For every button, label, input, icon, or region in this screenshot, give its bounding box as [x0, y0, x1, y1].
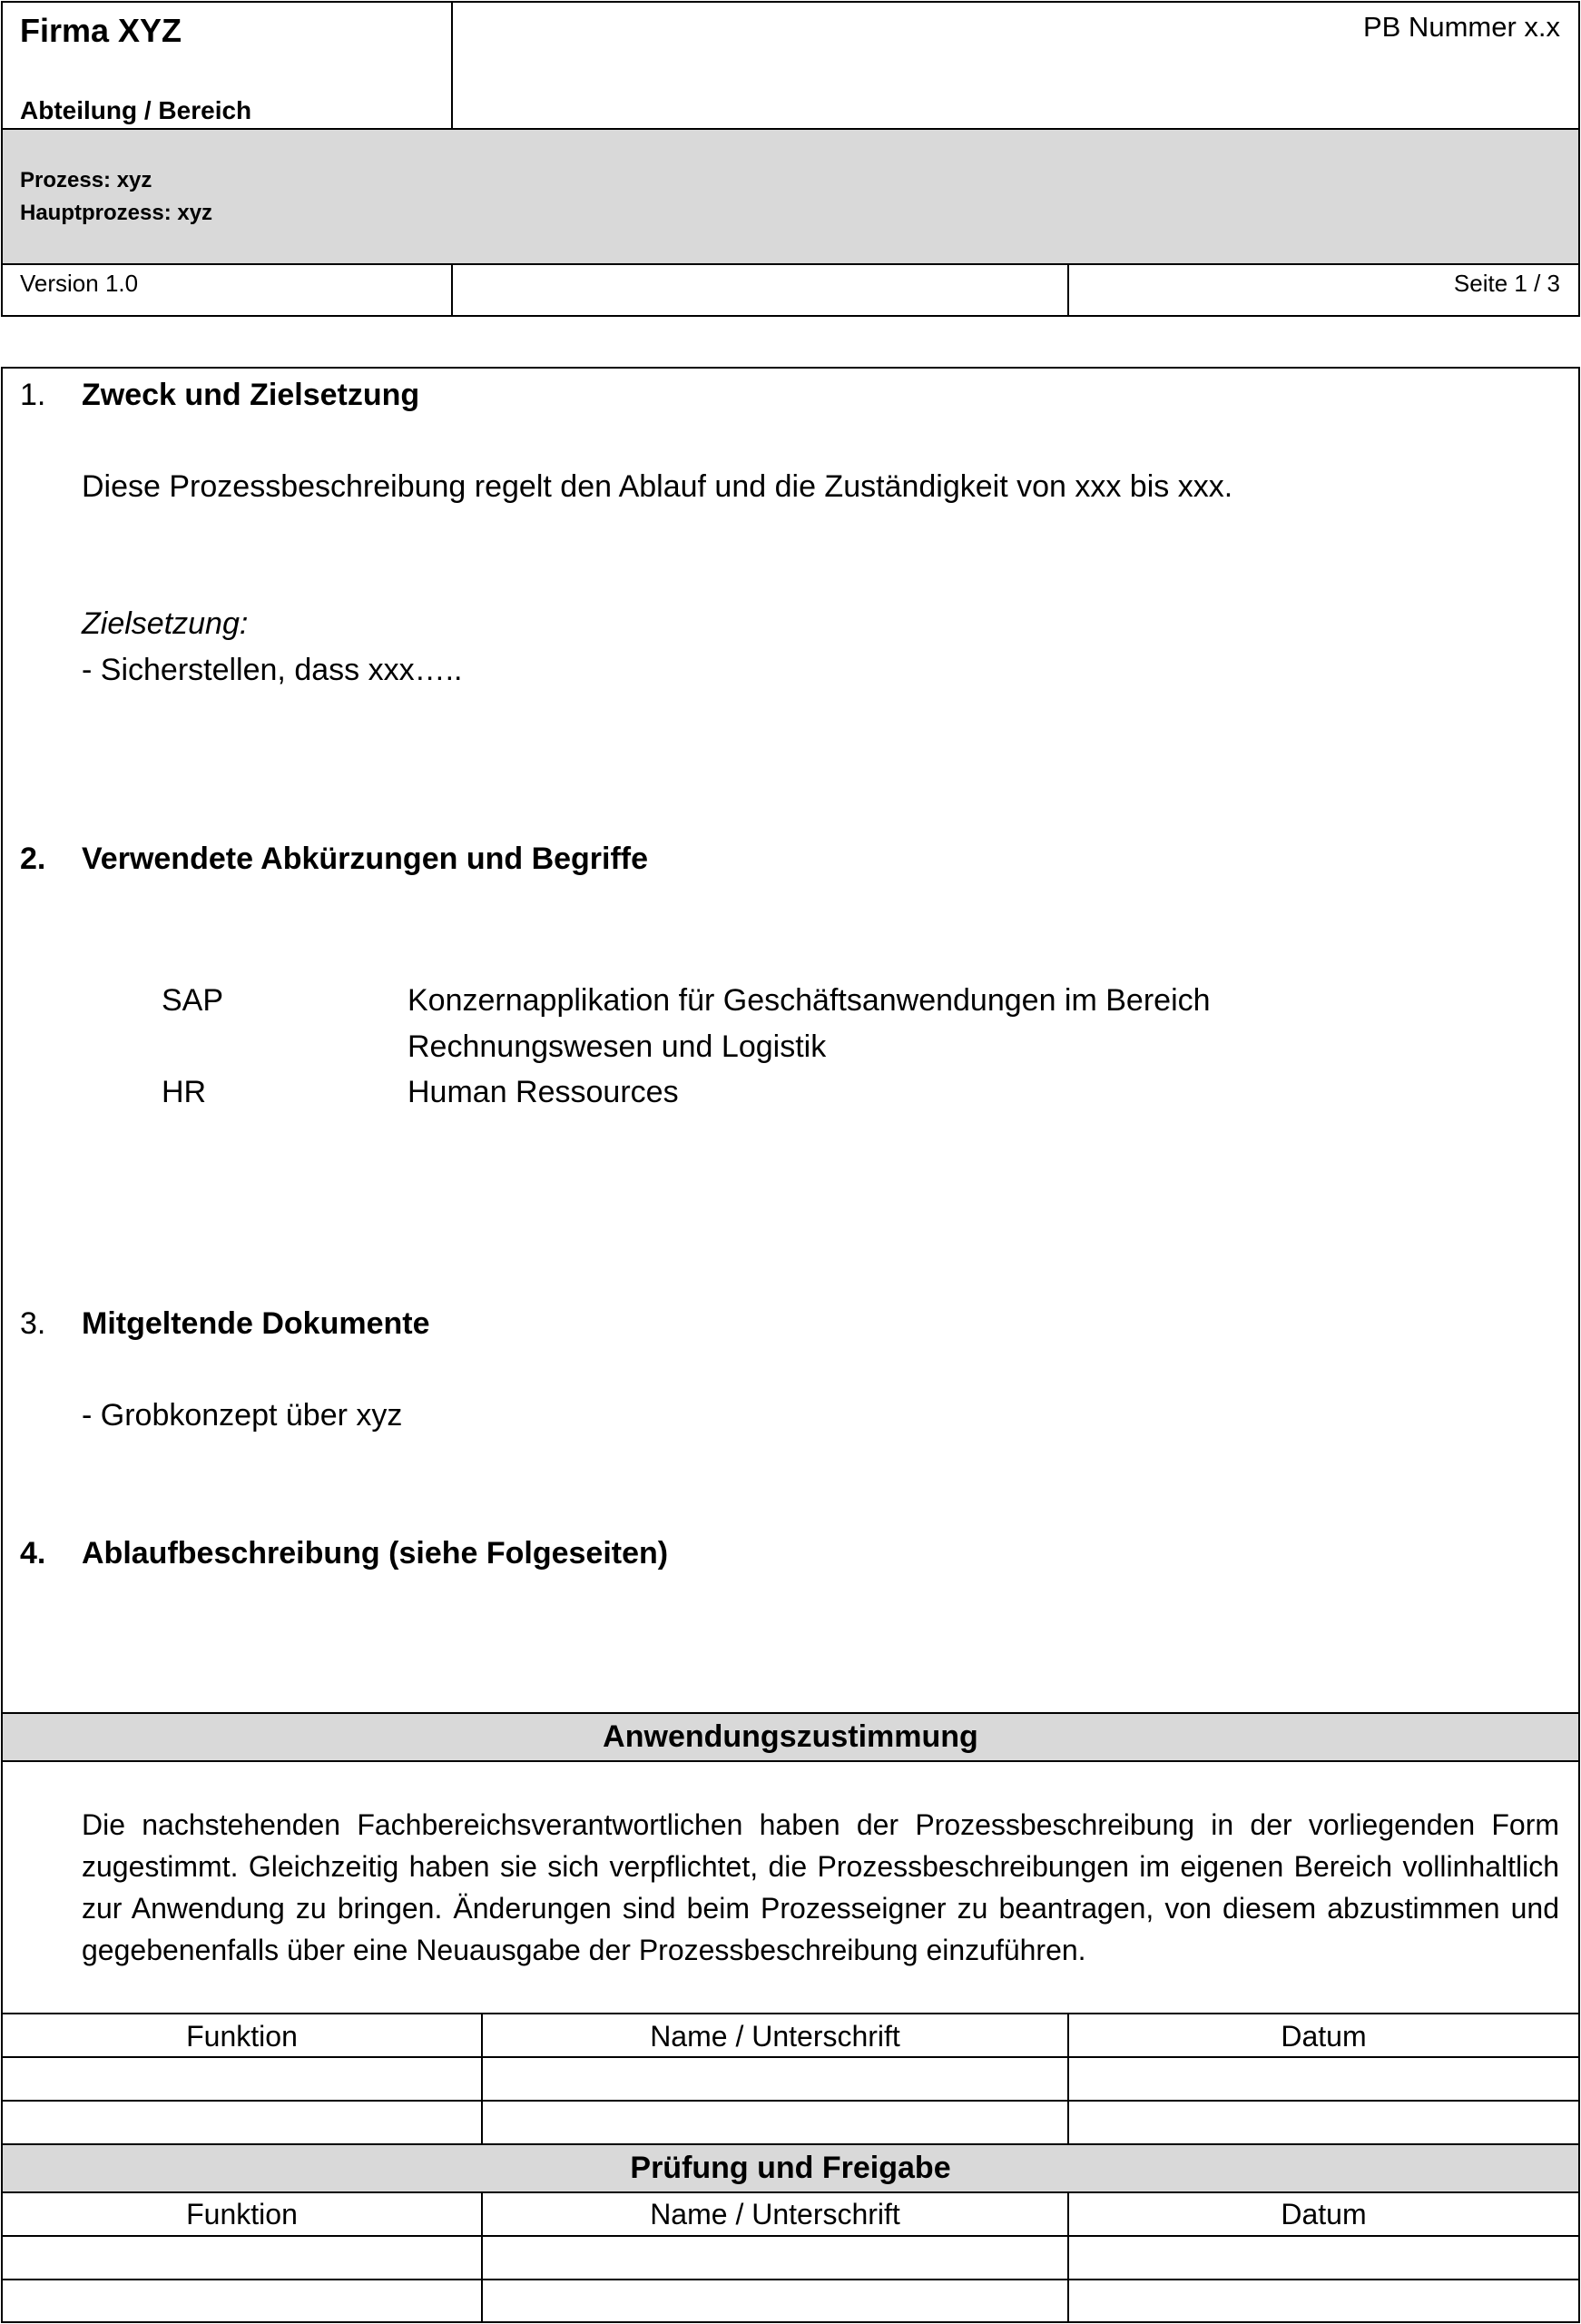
approval-cell-date-2[interactable] — [1069, 2102, 1578, 2143]
review-cell-date-2[interactable] — [1069, 2280, 1578, 2321]
section-3-number: 3. — [20, 1306, 46, 1341]
review-col-function: Funktion — [186, 2198, 298, 2230]
approval-table-top — [1, 2013, 1580, 2014]
review-col-date: Datum — [1281, 2198, 1367, 2230]
approval-cell-name-1[interactable] — [483, 2058, 1067, 2100]
goal-label: Zielsetzung: — [82, 606, 249, 641]
review-cell-name-1[interactable] — [483, 2237, 1067, 2279]
review-col-name: Name / Unterschrift — [650, 2198, 900, 2230]
approval-header-bottom-line — [1, 1760, 1580, 1762]
pb-number: PB Nummer x.x — [1362, 11, 1560, 43]
process-band — [3, 130, 1578, 264]
section-3-item: - Grobkonzept über xyz — [82, 1398, 403, 1433]
review-header-bottom-line — [1, 2191, 1580, 2193]
review-cell-date-1[interactable] — [1069, 2237, 1578, 2279]
section-4-title: Ablaufbeschreibung (siehe Folgeseiten) — [82, 1536, 669, 1571]
approval-cell-function-1[interactable] — [3, 2058, 481, 2100]
review-title: Prüfung und Freigabe — [630, 2151, 951, 2185]
main-process-label: Hauptprozess: xyz — [20, 201, 213, 225]
term-abbr-sap: SAP — [162, 983, 224, 1018]
review-cell-function-2[interactable] — [3, 2280, 481, 2321]
section-1-text: Diese Prozessbeschreibung regelt den Ablauf und die Zuständigkeit von xxx bis xxx. — [82, 469, 1233, 504]
approval-col-name: Name / Unterschrift — [650, 2020, 900, 2053]
review-top-line — [1, 2143, 1580, 2145]
header-divider-1 — [1, 128, 1580, 130]
term-def-sap-line1: Konzernapplikation für Geschäftsanwendungen im Bereich — [408, 983, 1211, 1018]
section-1-title: Zweck und Zielsetzung — [82, 378, 420, 412]
approval-title: Anwendungszustimmung — [603, 1719, 978, 1754]
section-2-title: Verwendete Abkürzungen und Begriffe — [82, 842, 649, 876]
page-number: Seite 1 / 3 — [1453, 270, 1560, 297]
approval-text: Die nachstehenden Fachbereichsverantwortlichen haben der Prozessbeschreibung in der vorliegenden Form zugestimmt. Gleichzeitig haben sie sich verpflichtet, die Prozessbeschreibungen im eigenen Bereich vollinhaltlich zur Anwendung zu bringen. Änderungen sind beim Prozesseigner zu beantragen, von diesem abzustimmen und gegebenenfalls über eine Neuausgabe der Prozessbeschreibung einzuführen. — [82, 1808, 1559, 1966]
section-2-number: 2. — [20, 842, 46, 876]
section-3-title: Mitgeltende Dokumente — [82, 1306, 430, 1341]
approval-cell-function-2[interactable] — [3, 2102, 481, 2143]
department-name: Abteilung / Bereich — [20, 96, 252, 124]
version-label: Version 1.0 — [20, 270, 139, 297]
goal-item: - Sicherstellen, dass xxx….. — [82, 653, 463, 687]
approval-top-line — [1, 1712, 1580, 1714]
approval-cell-name-2[interactable] — [483, 2102, 1067, 2143]
process-label: Prozess: xyz — [20, 168, 152, 192]
header-col-divider-bottom-2 — [1067, 263, 1069, 316]
term-abbr-hr: HR — [162, 1075, 207, 1109]
section-1-number: 1. — [20, 378, 46, 412]
header-col-divider-top — [451, 1, 453, 129]
term-def-sap-line2: Rechnungswesen und Logistik — [408, 1029, 827, 1064]
approval-cell-date-1[interactable] — [1069, 2058, 1578, 2100]
section-4-number: 4. — [20, 1536, 46, 1571]
company-name: Firma XYZ — [20, 12, 182, 49]
review-cell-name-2[interactable] — [483, 2280, 1067, 2321]
header-divider-2 — [1, 263, 1580, 265]
term-def-hr: Human Ressources — [408, 1075, 679, 1109]
approval-col-function: Funktion — [186, 2020, 298, 2053]
approval-col-date: Datum — [1281, 2020, 1367, 2053]
header-col-divider-bottom-1 — [451, 263, 453, 316]
review-cell-function-1[interactable] — [3, 2237, 481, 2279]
